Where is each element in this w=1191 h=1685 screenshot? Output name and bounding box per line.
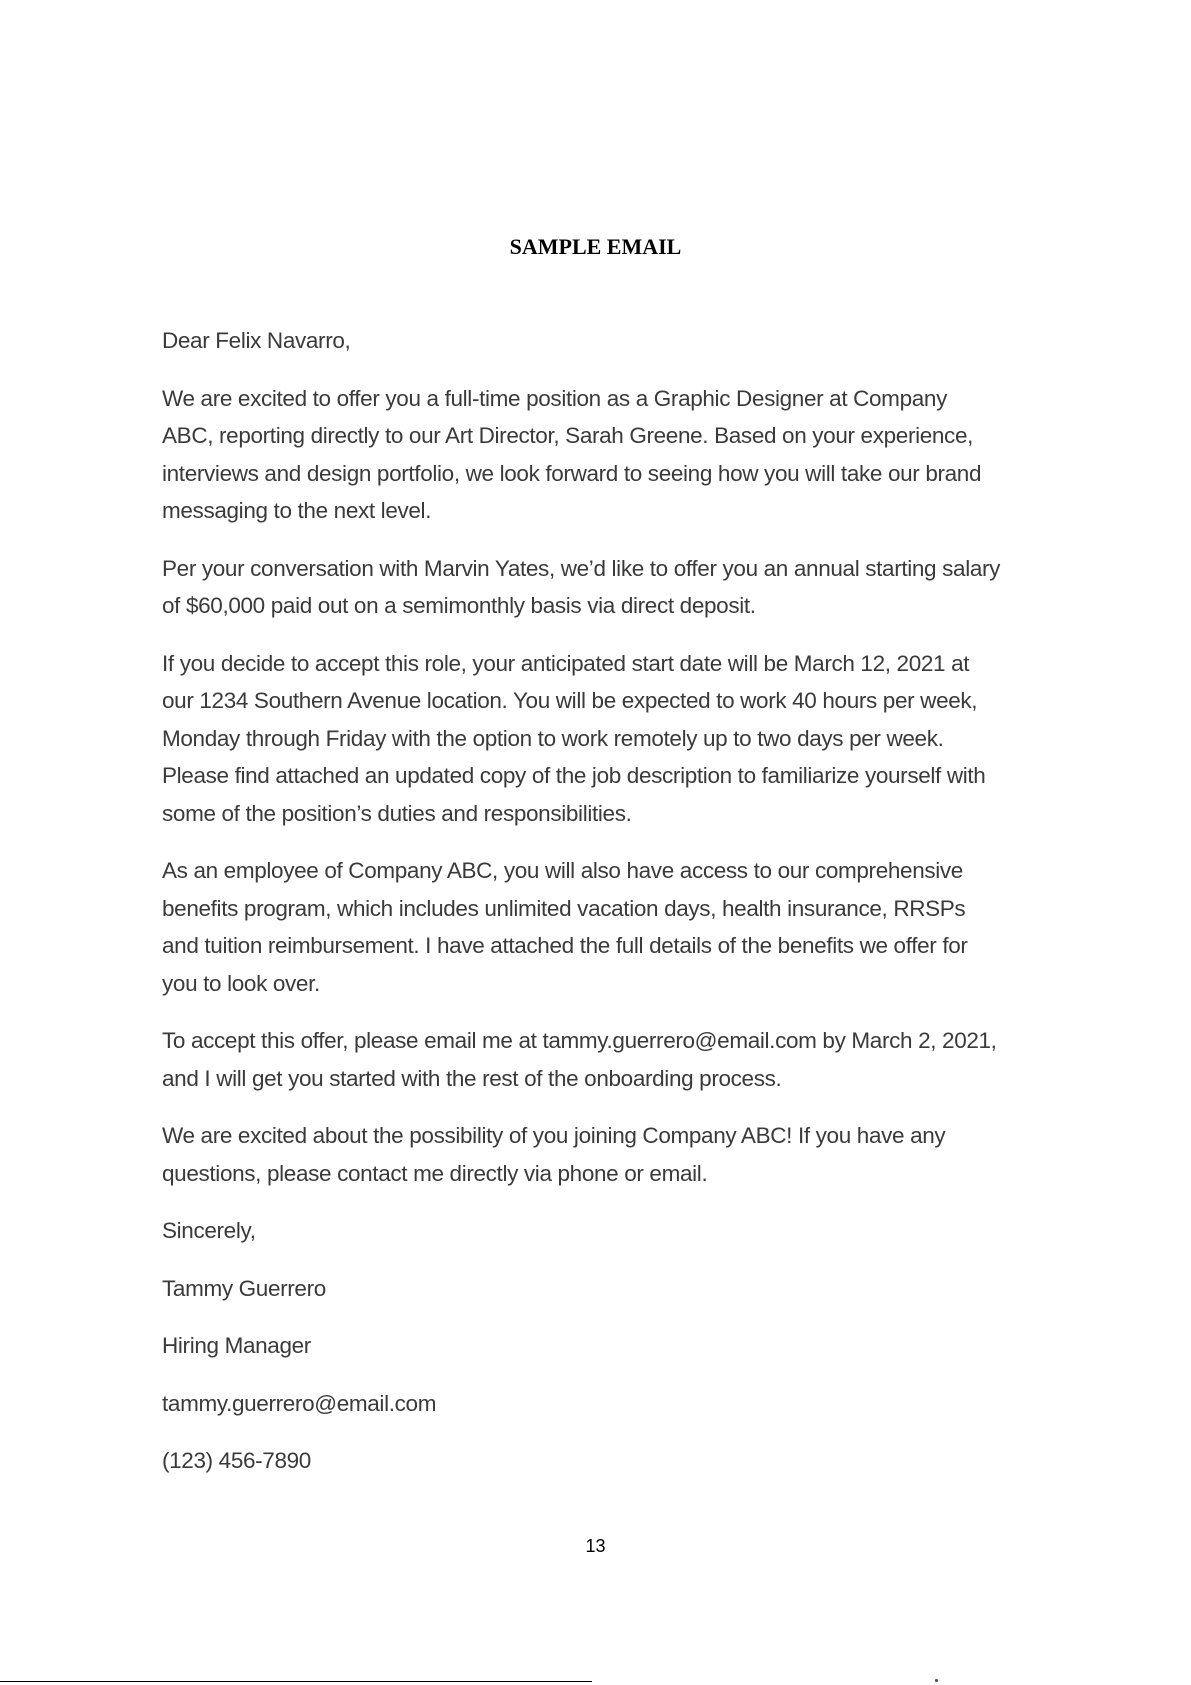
paragraph-closing-remarks: We are excited about the possibility of you joining Company ABC! If you have any questions, please contact me directly via phone or email. (162, 1123, 946, 1186)
paragraph-salary: Per your conversation with Marvin Yates, we’d like to offer you an annual starting salary of $60,000 paid out on a semimonthly basis via direct deposit. (162, 555, 1001, 618)
signature-role: Hiring Manager (162, 1333, 311, 1358)
signature-phone: (123) 456-7890 (162, 1448, 311, 1473)
letter-body (162, 322, 1002, 1500)
paragraph-accept-offer: To accept this offer, please email me at tammy.guerrero@email.com by March 2, 2021, and I will get you started with the rest of the onboarding process. (162, 1028, 997, 1091)
closing: Sincerely, (162, 1218, 256, 1243)
document-title: SAMPLE EMAIL (509, 234, 682, 259)
signature-name: Tammy Guerrero (162, 1275, 326, 1301)
signature-email: tammy.guerrero@email.com (162, 1390, 437, 1416)
paragraph-benefits: As an employee of Company ABC, you will also have access to our comprehensive benefits program, which includes unlimited vacation days, health insurance, RRSPs and tuition reimbursement. I have attached the full details of the benefits we offer for you to look over. (162, 858, 968, 996)
paragraph-offer: We are excited to offer you a full-time position as a Graphic Designer at Company ABC, reporting directly to our Art Director, Sarah Greene. Based on your experience, interviews and design portfolio, we look forward to seeing how you will take our brand messaging to the next level. (162, 385, 982, 523)
greeting: Dear Felix Navarro, (162, 328, 351, 353)
page-number: 13 (585, 1536, 606, 1556)
footer-mark (935, 1679, 938, 1682)
footer-divider (0, 1681, 592, 1682)
paragraph-start-date: If you decide to accept this role, your anticipated start date will be March 12, 2021 at our 1234 Southern Avenue location. You will be expected to work 40 hours per week, Monday through Friday with the option to work remotely up to two days per week. Please find attached an updated copy of the job description to familiarize yourself with some of the position’s duties and responsibilities. (162, 650, 986, 826)
